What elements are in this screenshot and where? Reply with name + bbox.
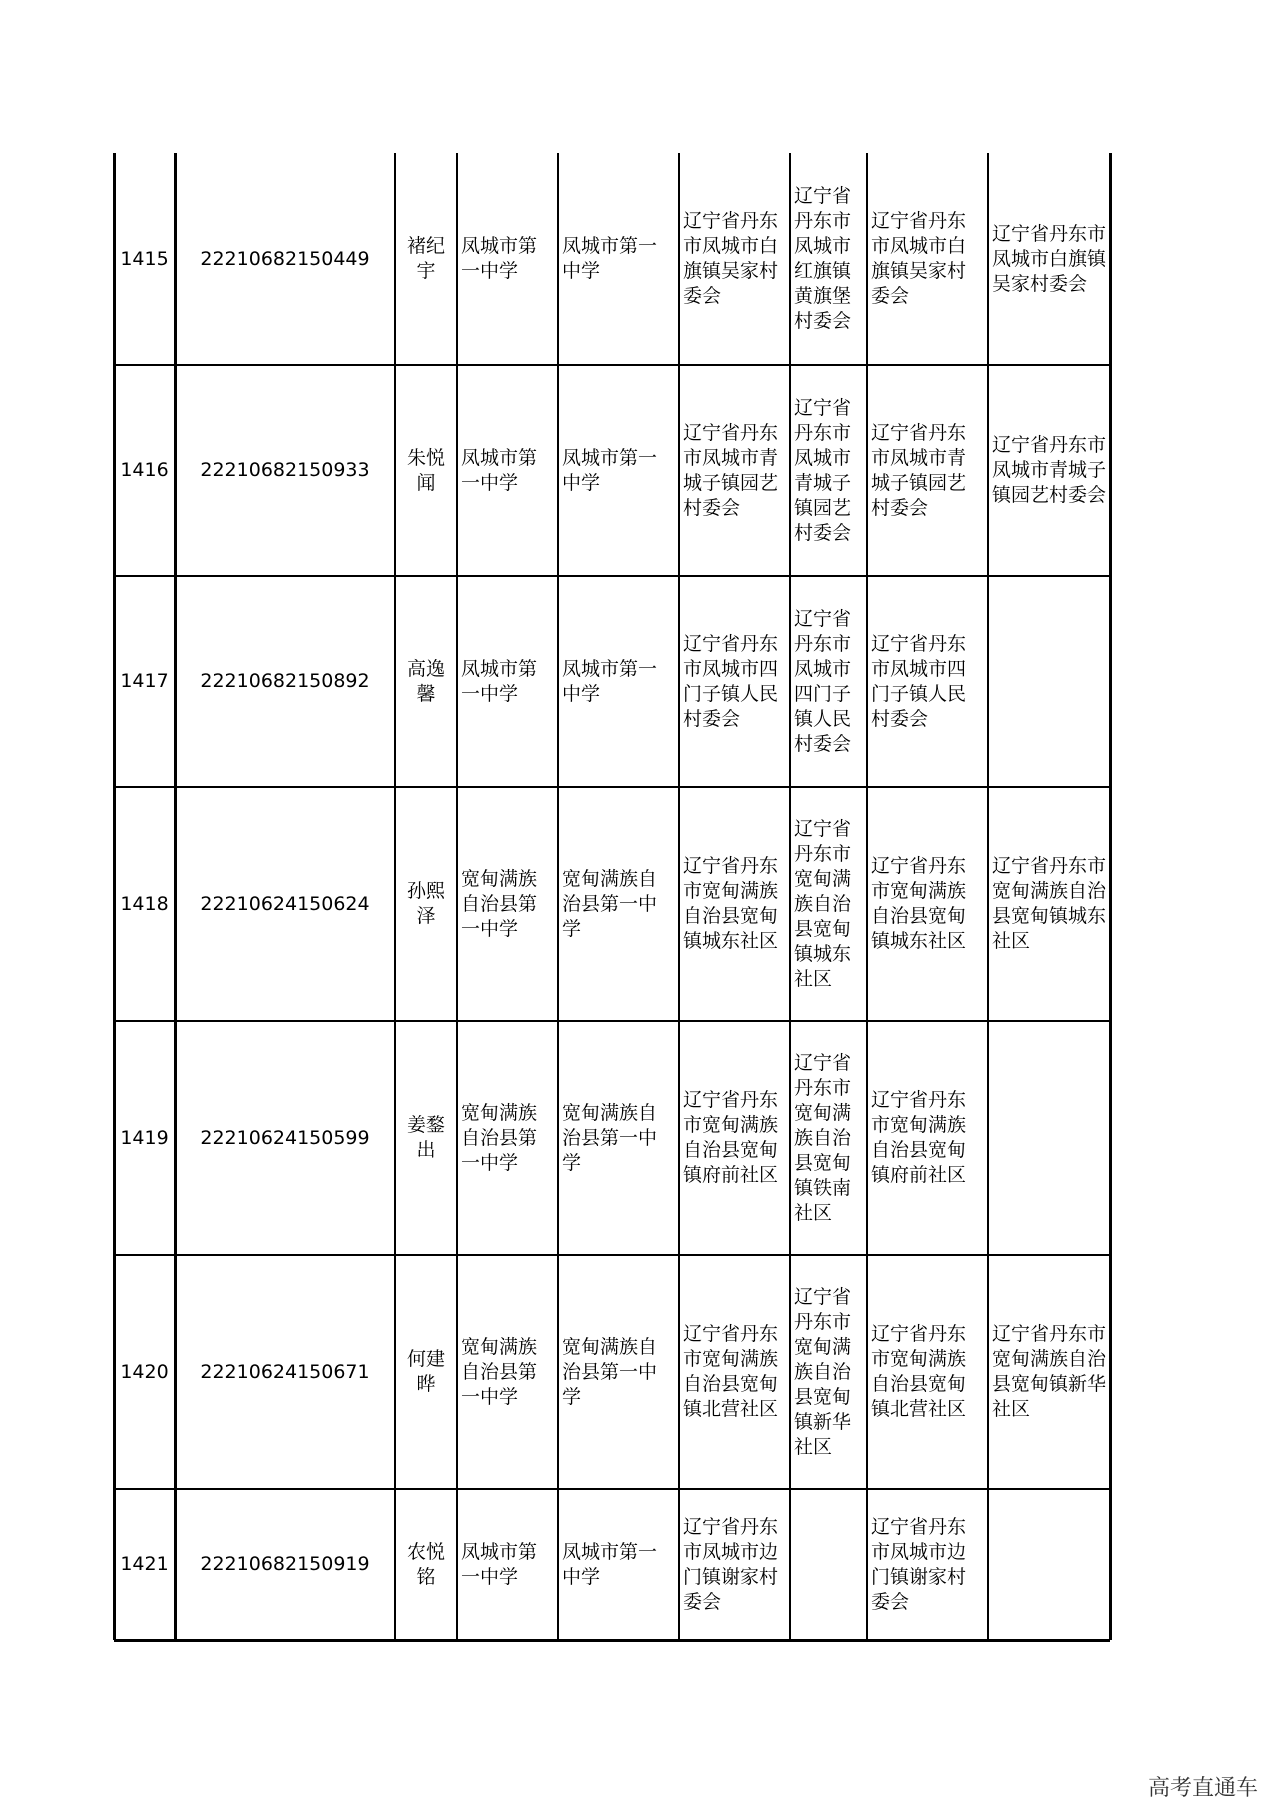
addr2-text: 辽宁省丹东市宽甸满族自治县宽甸镇铁南社区: [794, 1051, 852, 1224]
cell-addr3: [867, 365, 988, 576]
cell-id: [175, 787, 395, 1021]
school2-text: 凤城市第一中学: [562, 1540, 658, 1588]
cell-school1: [457, 1489, 558, 1640]
cell-addr1: [679, 576, 790, 787]
cell-addr2: [790, 153, 867, 365]
table-row: [114, 576, 1110, 787]
num-text: 1415: [120, 247, 169, 270]
name-text: 褚纪宇: [406, 235, 445, 282]
addr1-text: 辽宁省丹东市凤城市青城子镇园艺村委会: [683, 421, 779, 519]
cell-school1: [457, 1255, 558, 1489]
column-divider: [456, 153, 458, 1640]
cell-id: [175, 365, 395, 576]
cell-id: [175, 153, 395, 365]
cell-addr1: [679, 365, 790, 576]
school1-text: 宽甸满族自治县第一中学: [461, 1335, 538, 1408]
addr4-text: 辽宁省丹东市凤城市青城子镇园艺村委会: [992, 434, 1107, 506]
cell-addr4: [988, 787, 1110, 1021]
school1-text: 宽甸满族自治县第一中学: [461, 1101, 538, 1174]
cell-school1: [457, 1021, 558, 1255]
name-text: 农悦铭: [406, 1540, 445, 1588]
school2-text: 宽甸满族自治县第一中学: [562, 867, 658, 940]
cell-num: [114, 576, 175, 787]
cell-name: [395, 1021, 457, 1255]
id-text: 22210624150599: [200, 1126, 370, 1149]
num-text: 1421: [120, 1553, 169, 1575]
cell-num: [114, 365, 175, 576]
name-text: 孙熙泽: [406, 880, 445, 927]
school2-text: 凤城市第一中学: [562, 657, 658, 705]
cell-school2: [558, 1021, 679, 1255]
school1-text: 宽甸满族自治县第一中学: [461, 867, 538, 940]
row-divider: [114, 1488, 1110, 1490]
id-text: 22210624150624: [200, 892, 370, 915]
addr2-text: 辽宁省丹东市凤城市红旗镇黄旗堡村委会: [794, 185, 852, 332]
cell-addr2: [790, 365, 867, 576]
cell-school1: [457, 365, 558, 576]
addr3-text: 辽宁省丹东市宽甸满族自治县宽甸镇城东社区: [871, 855, 967, 952]
addr1-text: 辽宁省丹东市凤城市边门镇谢家村委会: [683, 1515, 779, 1613]
cell-name: [395, 365, 457, 576]
num-text: 1419: [120, 1126, 169, 1149]
id-text: 22210682150933: [200, 459, 370, 481]
cell-addr3: [867, 153, 988, 365]
school1-text: 凤城市第一中学: [461, 235, 538, 282]
cell-addr2: [790, 576, 867, 787]
cell-num: [114, 1489, 175, 1640]
column-divider: [866, 153, 868, 1640]
cell-addr3: [867, 1021, 988, 1255]
id-text: 22210682150919: [200, 1553, 370, 1575]
cell-addr1: [679, 153, 790, 365]
name-text: 朱悦闻: [406, 446, 445, 494]
cell-num: [114, 153, 175, 365]
table-row: [114, 153, 1110, 365]
name-text: 高逸馨: [406, 657, 445, 705]
cell-school2: [558, 365, 679, 576]
id-text: 22210682150449: [200, 247, 370, 270]
row-divider: [114, 1020, 1110, 1022]
cell-num: [114, 1255, 175, 1489]
cell-addr4: [988, 576, 1110, 787]
cell-name: [395, 576, 457, 787]
cell-addr2: [790, 1021, 867, 1255]
cell-school2: [558, 1489, 679, 1640]
watermark: 高考直通车: [1147, 1776, 1258, 1801]
column-divider: [1109, 153, 1112, 1640]
addr3-text: 辽宁省丹东市凤城市青城子镇园艺村委会: [871, 421, 967, 519]
column-divider: [678, 153, 680, 1640]
addr1-text: 辽宁省丹东市宽甸满族自治县宽甸镇北营社区: [683, 1323, 779, 1420]
school1-text: 凤城市第一中学: [461, 446, 538, 494]
id-text: 22210682150892: [200, 670, 370, 692]
num-text: 1418: [120, 892, 169, 915]
table-row: [114, 787, 1110, 1021]
cell-addr4: [988, 1021, 1110, 1255]
cell-school1: [457, 787, 558, 1021]
addr2-text: 辽宁省丹东市凤城市四门子镇人民村委会: [794, 607, 852, 755]
num-text: 1420: [120, 1360, 169, 1383]
num-text: 1417: [120, 670, 169, 692]
school2-text: 宽甸满族自治县第一中学: [562, 1101, 658, 1174]
cell-school2: [558, 153, 679, 365]
cell-num: [114, 1021, 175, 1255]
cell-school1: [457, 576, 558, 787]
cell-addr3: [867, 576, 988, 787]
cell-addr2: [790, 1489, 867, 1640]
column-divider: [174, 153, 177, 1640]
addr2-text: 辽宁省丹东市宽甸满族自治县宽甸镇新华社区: [794, 1285, 852, 1458]
school1-text: 凤城市第一中学: [461, 657, 538, 705]
cell-name: [395, 1489, 457, 1640]
cell-addr4: [988, 1255, 1110, 1489]
cell-name: [395, 1255, 457, 1489]
addr1-text: 辽宁省丹东市宽甸满族自治县宽甸镇城东社区: [683, 855, 779, 952]
name-text: 姜鍪出: [406, 1114, 445, 1161]
table-row: [114, 1021, 1110, 1255]
addr1-text: 辽宁省丹东市凤城市四门子镇人民村委会: [683, 632, 779, 730]
cell-addr1: [679, 1489, 790, 1640]
cell-addr2: [790, 787, 867, 1021]
column-divider: [113, 153, 116, 1640]
num-text: 1416: [120, 459, 169, 481]
addr2-text: 辽宁省丹东市凤城市青城子镇园艺村委会: [794, 396, 852, 544]
cell-school2: [558, 787, 679, 1021]
cell-addr1: [679, 787, 790, 1021]
cell-school2: [558, 576, 679, 787]
addr1-text: 辽宁省丹东市宽甸满族自治县宽甸镇府前社区: [683, 1089, 779, 1186]
school1-text: 凤城市第一中学: [461, 1540, 538, 1588]
cell-id: [175, 1489, 395, 1640]
column-divider: [789, 153, 791, 1640]
cell-addr2: [790, 1255, 867, 1489]
addr1-text: 辽宁省丹东市凤城市白旗镇吴家村委会: [683, 210, 779, 307]
id-text: 22210624150671: [200, 1360, 370, 1383]
addr4-text: 辽宁省丹东市凤城市白旗镇吴家村委会: [992, 222, 1107, 295]
cell-addr4: [988, 365, 1110, 576]
addr2-text: 辽宁省丹东市宽甸满族自治县宽甸镇城东社区: [794, 817, 852, 990]
name-text: 何建晔: [406, 1348, 445, 1395]
school2-text: 凤城市第一中学: [562, 446, 658, 494]
row-divider: [114, 1639, 1110, 1642]
table-row: [114, 365, 1110, 576]
addr4-text: 辽宁省丹东市宽甸满族自治县宽甸镇新华社区: [992, 1323, 1107, 1420]
cell-name: [395, 153, 457, 365]
addr3-text: 辽宁省丹东市宽甸满族自治县宽甸镇府前社区: [871, 1089, 967, 1186]
cell-school2: [558, 1255, 679, 1489]
school2-text: 凤城市第一中学: [562, 235, 658, 282]
cell-name: [395, 787, 457, 1021]
column-divider: [394, 153, 396, 1640]
cell-addr3: [867, 787, 988, 1021]
row-divider: [114, 1254, 1110, 1256]
table-row: [114, 1255, 1110, 1489]
row-divider: [114, 575, 1110, 577]
cell-id: [175, 1021, 395, 1255]
addr3-text: 辽宁省丹东市凤城市四门子镇人民村委会: [871, 632, 967, 730]
cell-id: [175, 576, 395, 787]
cell-addr1: [679, 1255, 790, 1489]
cell-addr3: [867, 1489, 988, 1640]
cell-school1: [457, 153, 558, 365]
addr3-text: 辽宁省丹东市凤城市边门镇谢家村委会: [871, 1515, 967, 1613]
row-divider: [114, 786, 1110, 788]
addr3-text: 辽宁省丹东市凤城市白旗镇吴家村委会: [871, 210, 967, 307]
cell-addr1: [679, 1021, 790, 1255]
addr3-text: 辽宁省丹东市宽甸满族自治县宽甸镇北营社区: [871, 1323, 967, 1420]
cell-addr4: [988, 153, 1110, 365]
cell-num: [114, 787, 175, 1021]
row-divider: [114, 364, 1110, 366]
cell-addr4: [988, 1489, 1110, 1640]
admission-table: [114, 153, 1110, 1640]
column-divider: [557, 153, 559, 1640]
table-row: [114, 1489, 1110, 1640]
column-divider: [987, 153, 989, 1640]
cell-addr3: [867, 1255, 988, 1489]
addr4-text: 辽宁省丹东市宽甸满族自治县宽甸镇城东社区: [992, 855, 1107, 952]
school2-text: 宽甸满族自治县第一中学: [562, 1335, 658, 1408]
cell-id: [175, 1255, 395, 1489]
